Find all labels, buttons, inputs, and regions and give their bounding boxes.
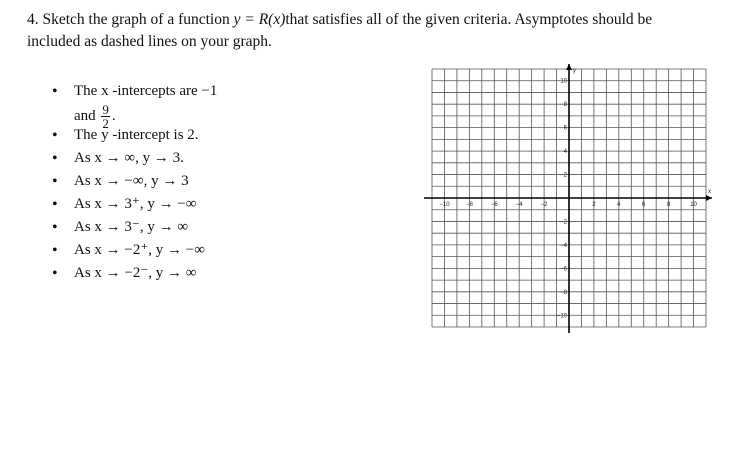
criteria-period: . (111, 107, 116, 124)
x-tick-label: −10 (439, 202, 450, 208)
x-axis-label: x (708, 189, 711, 195)
problem-line-2: included as dashed lines on your graph. (27, 33, 272, 50)
y-tick-label: −10 (556, 313, 567, 320)
tick-labels (439, 68, 711, 319)
fraction-denominator: 2 (102, 116, 109, 131)
problem-line-1 (27, 9, 717, 31)
problem-text-before: Sketch the graph of a function (42, 11, 230, 28)
criteria-and: and (74, 107, 96, 124)
criteria-item-asymptote-neg2-left: • As x → −2⁻, y → ∞ (48, 262, 308, 285)
y-tick-label: −2 (560, 219, 567, 226)
problem-text-after: that satisfies all of the given criteria. Asymptotes should be (285, 11, 653, 28)
criteria-item-asymptote-neg2-right: • As x → −2⁺, y → −∞ (48, 239, 308, 262)
y-axis-label: y (573, 68, 576, 74)
x-tick-label: −6 (490, 202, 498, 208)
x-tick-label: 10 (690, 202, 697, 208)
criteria-item-x-intercepts (48, 80, 308, 131)
x-axis-arrow (706, 195, 712, 201)
criteria-item-asymptote-3-left: • As x → 3⁻, y → ∞ (48, 216, 308, 239)
y-tick-label: 2 (563, 172, 567, 179)
y-tick-label: 8 (563, 102, 567, 109)
x-tick-label: 6 (642, 202, 646, 208)
x-tick-label: −4 (515, 202, 523, 208)
x-tick-label: 2 (592, 202, 596, 208)
coordinate-grid (424, 63, 714, 333)
y-axis-arrow (566, 64, 572, 70)
fraction-numerator: 9 (102, 102, 109, 117)
problem-statement (27, 9, 717, 53)
criteria-item-y-intercept: • The y -intercept is 2. (48, 124, 308, 147)
x-tick-label: 8 (666, 202, 671, 208)
problem-number: 4. (27, 11, 39, 28)
x-tick-label: 4 (617, 202, 621, 208)
grid-svg (424, 63, 714, 333)
function-expression: y = R(x) (233, 11, 286, 28)
criteria-item-asymptote-3-right: • As x → 3⁺, y → −∞ (48, 193, 308, 216)
y-tick-label: −8 (560, 289, 567, 296)
criteria-item-end-behavior-neg: • As x → −∞, y → 3 (48, 170, 308, 193)
x-tick-label: −2 (540, 202, 548, 208)
y-tick-label: −6 (560, 266, 567, 273)
y-tick-label: −4 (560, 242, 567, 249)
x-tick-label: −8 (465, 202, 473, 208)
criteria-list (48, 82, 308, 285)
criteria-text: • The x -intercepts are −1 (74, 83, 218, 99)
y-tick-label: 4 (563, 149, 567, 156)
y-tick-label: 10 (560, 78, 567, 85)
criteria-item-end-behavior-pos: • As x → ∞, y → 3. (48, 147, 308, 170)
y-tick-label: 6 (563, 125, 567, 132)
